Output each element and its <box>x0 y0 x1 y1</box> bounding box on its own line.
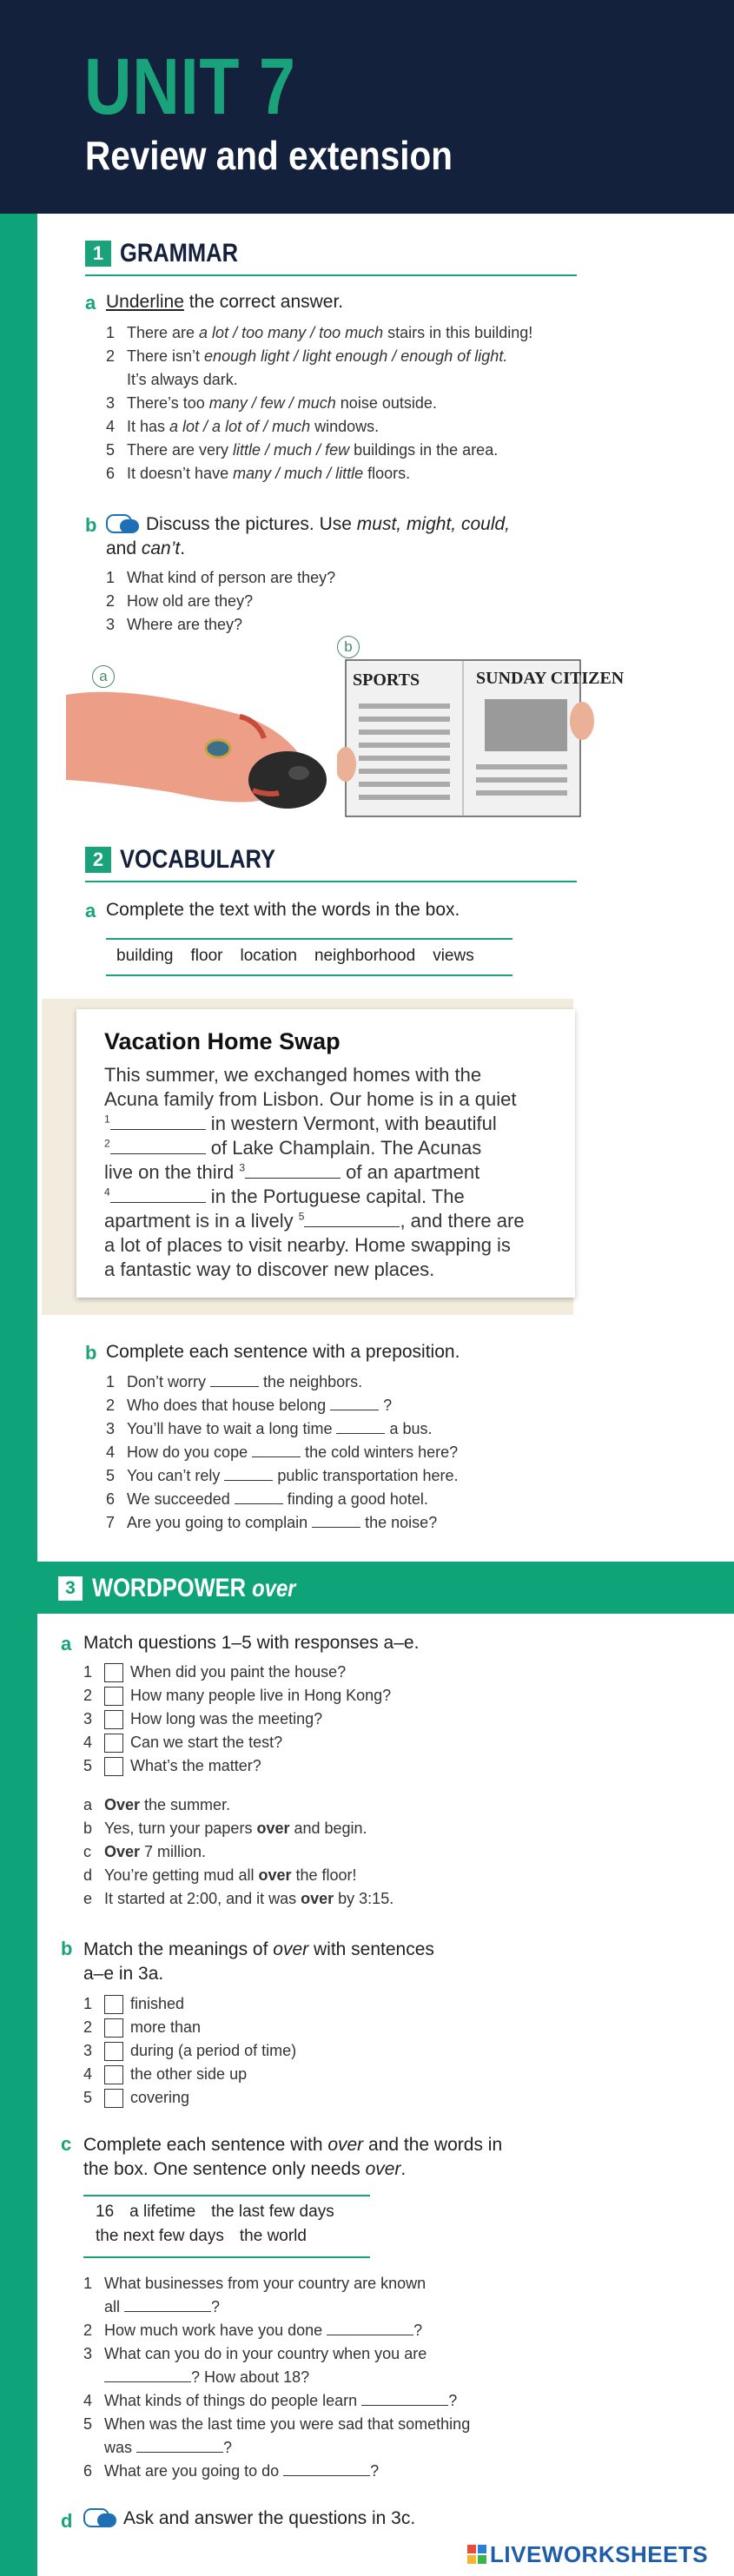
exercise-2a-letter: a <box>85 900 96 921</box>
item-text: all <box>104 2298 125 2315</box>
card-line-text: live on the third <box>104 1161 240 1183</box>
word-box-3c-top <box>83 2195 370 2196</box>
item-bold-over: over <box>301 1890 334 1907</box>
card-line <box>104 1258 565 1282</box>
list-item <box>83 2460 605 2483</box>
item-text: was <box>104 2439 137 2456</box>
item-text: ? <box>379 1397 393 1414</box>
item-number: 3 <box>83 2345 93 2362</box>
answer-blank[interactable] <box>312 1515 360 1528</box>
exercise-1a-list <box>106 321 592 485</box>
item-number: 6 <box>83 2462 93 2480</box>
word-box-word: building <box>116 947 174 965</box>
answer-checkbox[interactable] <box>104 2089 123 2108</box>
item-number: 5 <box>83 2089 93 2106</box>
exercise-3d-letter: d <box>61 2510 73 2532</box>
item-text: ? <box>223 2439 233 2456</box>
word-box-word: location <box>240 947 297 965</box>
item-text: noise outside. <box>335 394 437 412</box>
word-box-3c-row1 <box>96 2203 350 2222</box>
item-number: 1 <box>83 1995 93 2012</box>
item-text: ? <box>448 2392 458 2409</box>
list-item <box>83 1887 570 1911</box>
list-item <box>83 2413 605 2436</box>
list-item <box>83 2063 570 2086</box>
list-item <box>83 1684 570 1707</box>
item-number: 2 <box>106 1397 116 1414</box>
item-number: 3 <box>106 616 116 633</box>
word-box-3c-row2 <box>96 2227 322 2246</box>
card-line-text: Acuna family from Lisbon. Our home is in a quiet <box>104 1088 517 1110</box>
list-item <box>83 2272 605 2295</box>
card-line-text: apartment is in a lively <box>104 1210 299 1232</box>
item-number: 4 <box>83 1734 93 1751</box>
answer-blank[interactable] <box>336 1421 385 1434</box>
item-number: 4 <box>83 2065 93 2083</box>
card-line <box>104 1233 565 1258</box>
list-item <box>106 462 592 485</box>
item-text: When did you paint the house? <box>130 1663 347 1681</box>
answer-checkbox[interactable] <box>104 2065 123 2084</box>
item-number: 2 <box>83 1687 93 1704</box>
section-3-title <box>92 1574 295 1603</box>
word-box-word: 16 <box>96 2203 115 2221</box>
instr-part: Complete each sentence with <box>83 2135 328 2155</box>
picture-hand-mouse <box>66 677 327 816</box>
answer-blank[interactable] <box>104 2369 191 2382</box>
list-item <box>83 2016 570 2039</box>
item-number: 6 <box>106 1490 116 1508</box>
item-text: How do you cope <box>127 1443 253 1461</box>
list-item <box>83 2295 605 2319</box>
wordpower-label: WORDPOWER <box>92 1574 247 1602</box>
card-title: Vacation Home Swap <box>104 1028 341 1054</box>
item-text: by 3:15. <box>334 1890 394 1907</box>
item-number: 5 <box>83 1757 93 1774</box>
word-box-3c-bottom <box>83 2256 370 2258</box>
side-stripe <box>0 0 37 2576</box>
item-text: windows. <box>310 418 380 435</box>
item-text: There are very <box>127 441 234 459</box>
item-text: the cold winters here? <box>301 1443 459 1461</box>
item-text: Yes, turn your papers <box>104 1820 257 1837</box>
card-line <box>104 1160 565 1185</box>
item-text: Are you going to complain <box>127 1514 313 1531</box>
item-text: What’s the matter? <box>130 1757 261 1774</box>
list-item <box>106 1394 592 1417</box>
exercise-3a-questions <box>83 1661 570 1778</box>
item-text: What kinds of things do people learn <box>104 2392 362 2409</box>
card-line-text: of Lake Champlain. The Acunas <box>205 1137 482 1159</box>
instr-modals: must, might, could, <box>356 514 510 534</box>
item-text: the summer. <box>140 1796 231 1813</box>
answer-blank[interactable] <box>245 1162 341 1179</box>
item-text: the floor! <box>291 1866 357 1884</box>
list-item <box>106 1488 592 1511</box>
list-item <box>106 1464 592 1488</box>
speech-bubble-icon <box>106 514 141 535</box>
exercise-1b-list <box>106 566 575 637</box>
item-text: buildings in the area. <box>349 441 499 459</box>
list-item <box>83 1817 570 1840</box>
list-item <box>106 368 592 392</box>
item-number: 3 <box>83 1710 93 1727</box>
item-text: public transportation here. <box>273 1467 459 1484</box>
speech-bubble-icon <box>83 2508 118 2529</box>
item-number: 4 <box>106 1443 116 1461</box>
blank-number: 5 <box>298 1210 305 1223</box>
instr-part3: the box. One sentence only needs <box>83 2159 366 2179</box>
item-text: It started at 2:00, and it was <box>104 1890 301 1907</box>
item-number: 1 <box>106 1373 116 1390</box>
unit-title: UNIT 7 <box>84 43 296 131</box>
list-item <box>83 2389 605 2413</box>
item-number: 1 <box>106 569 116 586</box>
list-item <box>83 1864 570 1887</box>
item-text: Where are they? <box>127 616 243 633</box>
instr-part3: a–e in 3a. <box>83 1964 164 1984</box>
liveworksheets-logo-icon <box>467 2545 486 2564</box>
exercise-1a-letter: a <box>85 292 96 314</box>
exercise-3c-list <box>83 2272 605 2483</box>
answer-checkbox[interactable] <box>104 1734 123 1753</box>
word-box-word: a lifetime <box>129 2203 196 2221</box>
exercise-3a-responses <box>83 1793 570 1911</box>
card-line <box>104 1136 565 1160</box>
item-letter: d <box>83 1866 93 1884</box>
item-text: When was the last time you were sad that something <box>104 2415 471 2433</box>
item-text: There’s too <box>127 394 209 412</box>
instr-part: Discuss the pictures. Use <box>146 514 357 534</box>
item-text: What can you do in your country when you are <box>104 2345 427 2362</box>
list-item <box>106 1511 592 1535</box>
item-text: ? <box>370 2462 380 2480</box>
section-2-rule <box>85 881 577 882</box>
exercise-2b-instruction: Complete each sentence with a preposition. <box>106 1342 460 1362</box>
item-text: There isn’t <box>127 347 205 365</box>
item-bold-over: Over <box>104 1843 141 1860</box>
item-number: 6 <box>106 465 116 482</box>
unit-subtitle: Review and extension <box>85 133 453 178</box>
answer-checkbox[interactable] <box>104 1757 123 1776</box>
section-2-title: VOCABULARY <box>120 845 275 874</box>
item-number: 5 <box>106 441 116 459</box>
item-text: What are you going to do <box>104 2462 284 2480</box>
item-options[interactable]: many / few / much <box>208 394 336 412</box>
list-item <box>83 1731 570 1754</box>
item-options[interactable]: little / much / few <box>233 441 350 459</box>
list-item <box>83 2436 605 2460</box>
list-item <box>83 2342 605 2366</box>
picture-a-label: a <box>92 665 115 688</box>
item-text: a bus. <box>385 1420 433 1437</box>
answer-blank[interactable] <box>124 2299 211 2312</box>
exercise-3c-letter: c <box>61 2133 72 2155</box>
item-bold-over: over <box>258 1866 292 1884</box>
word-box-word: the next few days <box>96 2227 224 2245</box>
list-item <box>106 1441 592 1464</box>
blank-number: 1 <box>104 1113 110 1126</box>
blank-number: 4 <box>104 1186 110 1199</box>
exercise-3b-letter: b <box>61 1938 73 1959</box>
card-text <box>104 1063 565 1282</box>
item-letter: e <box>83 1890 93 1907</box>
list-item <box>106 566 575 590</box>
item-text: ? <box>211 2298 221 2315</box>
item-text: ? How about 18? <box>191 2368 310 2386</box>
list-item <box>106 321 592 345</box>
instr-over: over <box>327 2135 364 2155</box>
item-text: floors. <box>363 465 411 482</box>
item-options[interactable]: many / much / little <box>233 465 364 482</box>
item-text: You’re getting mud all <box>104 1866 259 1884</box>
answer-blank[interactable] <box>283 2463 370 2476</box>
item-text: and begin. <box>289 1820 367 1837</box>
wordpower-word: over <box>252 1575 296 1602</box>
item-number: 2 <box>83 2018 93 2036</box>
list-item <box>83 2319 605 2342</box>
instr-period: . <box>400 2159 407 2179</box>
list-item <box>83 2366 605 2389</box>
exercise-3d-instruction <box>83 2508 415 2529</box>
answer-blank[interactable] <box>110 1113 206 1130</box>
list-item <box>83 1754 570 1778</box>
underline-word: Underline <box>106 292 184 312</box>
item-text: stairs in this building! <box>383 324 533 341</box>
card-line <box>104 1087 565 1112</box>
blank-number: 2 <box>104 1137 110 1150</box>
item-letter: c <box>83 1843 91 1860</box>
item-number: 1 <box>106 324 116 341</box>
newspaper-sports: SPORTS <box>353 670 420 690</box>
list-item <box>106 613 575 637</box>
item-text: It doesn’t have <box>127 465 234 482</box>
item-text: How long was the meeting? <box>130 1710 323 1727</box>
exercise-2b-letter: b <box>85 1342 97 1364</box>
answer-blank[interactable] <box>327 2322 413 2335</box>
word-box-bottom <box>106 974 512 976</box>
item-text: during (a period of time) <box>130 2042 297 2059</box>
exercise-3c-instruction <box>83 2133 502 2182</box>
answer-blank[interactable] <box>330 1397 379 1410</box>
item-text: It has <box>127 418 170 435</box>
item-text: How old are they? <box>127 592 254 610</box>
blank-number: 3 <box>239 1161 245 1174</box>
item-options[interactable]: enough light / light enough / enough of light. <box>204 347 508 365</box>
word-box-word: neighborhood <box>314 947 416 965</box>
card-line-text: , and there are <box>400 1210 525 1232</box>
list-item <box>106 1371 592 1394</box>
word-box-word: floor <box>190 947 223 965</box>
item-number: 7 <box>106 1514 116 1531</box>
item-text: the neighbors. <box>259 1373 363 1390</box>
item-number: 3 <box>106 394 116 412</box>
answer-blank[interactable] <box>235 1491 283 1504</box>
item-number: 5 <box>106 1467 116 1484</box>
card-line <box>104 1112 565 1136</box>
exercise-3a-letter: a <box>61 1633 72 1655</box>
item-text: finding a good hotel. <box>282 1490 428 1508</box>
answer-checkbox[interactable] <box>104 2042 123 2061</box>
exercise-3a-instruction: Match questions 1–5 with responses a–e. <box>83 1633 420 1653</box>
section-1-rule <box>85 274 577 276</box>
answer-blank[interactable] <box>110 1138 206 1154</box>
item-bold-over: Over <box>104 1796 141 1813</box>
card-line <box>104 1063 565 1087</box>
word-box-word: the last few days <box>211 2203 334 2221</box>
list-item <box>106 1417 592 1441</box>
exercise-3b-list <box>83 1992 570 2110</box>
picture-b-label: b <box>337 636 360 658</box>
instr-part: Match the meanings of <box>83 1939 274 1959</box>
word-box-top <box>106 938 512 940</box>
section-1-number: 1 <box>85 241 111 267</box>
answer-checkbox[interactable] <box>104 1995 123 2014</box>
list-item <box>83 2086 570 2110</box>
answer-blank[interactable] <box>136 2440 223 2453</box>
item-text: 7 million. <box>140 1843 207 1860</box>
instruction-rest: the correct answer. <box>183 292 344 312</box>
instr-over: over <box>273 1939 309 1959</box>
answer-blank[interactable] <box>224 1468 273 1481</box>
answer-checkbox[interactable] <box>104 2018 123 2038</box>
item-text: more than <box>130 2018 202 2036</box>
item-text: covering <box>130 2089 190 2106</box>
section-3-number: 3 <box>58 1576 83 1601</box>
item-number: 3 <box>83 2042 93 2059</box>
list-item <box>83 1840 570 1864</box>
card-line-text: This summer, we exchanged homes with the <box>104 1064 482 1086</box>
answer-blank[interactable] <box>110 1186 206 1203</box>
list-item <box>106 415 592 439</box>
item-text: You’ll have to wait a long time <box>127 1420 337 1437</box>
list-item <box>106 590 575 613</box>
item-number: 2 <box>83 2322 93 2339</box>
answer-checkbox[interactable] <box>104 1687 123 1706</box>
section-1-title: GRAMMAR <box>120 239 238 268</box>
answer-blank[interactable] <box>304 1211 400 1227</box>
item-bold-over: over <box>256 1820 290 1837</box>
exercise-3b-instruction <box>83 1938 434 1986</box>
item-text: How much work have you done <box>104 2322 327 2339</box>
item-text: It’s always dark. <box>127 371 238 388</box>
card-line-text: of an apartment <box>341 1161 480 1183</box>
item-text: What businesses from your country are known <box>104 2275 427 2292</box>
item-text: We succeeded <box>127 1490 235 1508</box>
card-line <box>104 1209 565 1233</box>
instr-part2: with sentences <box>308 1939 434 1959</box>
mouse-shape <box>248 751 327 809</box>
instr-over2: over <box>365 2159 401 2179</box>
item-number: 2 <box>106 347 116 365</box>
list-item <box>83 1661 570 1684</box>
ring-shape <box>206 740 230 757</box>
item-options[interactable]: a lot / too many / too much <box>199 324 384 341</box>
instr-modal-cant: can’t <box>141 538 181 558</box>
item-text: ? <box>413 2322 423 2339</box>
item-text: the other side up <box>130 2065 248 2083</box>
instr-part2: and <box>106 538 142 558</box>
exercise-1a-instruction <box>106 292 343 313</box>
item-letter: b <box>83 1820 93 1837</box>
card-line-text: in western Vermont, with beautiful <box>205 1113 497 1134</box>
item-text: What kind of person are they? <box>127 569 336 586</box>
card-line-text: a fantastic way to discover new places. <box>104 1258 435 1280</box>
word-box-2a <box>116 947 492 966</box>
card-line <box>104 1185 565 1209</box>
list-item <box>106 345 592 368</box>
item-text: There are <box>127 324 200 341</box>
item-text: Can we start the test? <box>130 1734 283 1751</box>
instr-text: Ask and answer the questions in 3c. <box>123 2508 416 2528</box>
answer-checkbox[interactable] <box>104 1710 123 1729</box>
instr-period: . <box>180 538 186 558</box>
item-text: the noise? <box>360 1514 438 1531</box>
item-text: Don’t worry <box>127 1373 211 1390</box>
card-line-text: a lot of places to visit nearby. Home swapping is <box>104 1234 511 1256</box>
item-number: 2 <box>106 592 116 610</box>
list-item <box>83 1793 570 1817</box>
answer-checkbox[interactable] <box>104 1663 123 1682</box>
item-text: Who does that house belong <box>127 1397 331 1414</box>
list-item <box>106 392 592 415</box>
exercise-2a-instruction: Complete the text with the words in the box. <box>106 900 460 920</box>
item-number: 1 <box>83 1663 93 1681</box>
item-text: finished <box>130 1995 185 2012</box>
word-box-word: views <box>433 947 474 965</box>
item-number: 4 <box>83 2392 93 2409</box>
item-text: You can’t rely <box>127 1467 225 1484</box>
list-item <box>83 1992 570 2016</box>
liveworksheets-brand: LIVEWORKSHEETS <box>490 2541 709 2567</box>
instr-part2: and the words in <box>363 2135 503 2155</box>
item-letter: a <box>83 1796 93 1813</box>
list-item <box>83 1707 570 1731</box>
item-text: How many people live in Hong Kong? <box>130 1687 392 1704</box>
card-line-text: in the Portuguese capital. The <box>205 1186 465 1207</box>
list-item <box>83 2039 570 2063</box>
answer-blank[interactable] <box>210 1374 259 1387</box>
item-number: 3 <box>106 1420 116 1437</box>
item-number: 5 <box>83 2415 93 2433</box>
section-2-number: 2 <box>85 847 111 873</box>
item-number: 4 <box>106 418 116 435</box>
exercise-2b-list <box>106 1371 592 1535</box>
list-item <box>106 439 592 462</box>
answer-blank[interactable] <box>361 2393 448 2406</box>
exercise-1b-instruction <box>106 512 575 561</box>
word-box-word: the world <box>239 2227 307 2245</box>
answer-blank[interactable] <box>252 1444 301 1457</box>
exercise-1b-letter: b <box>85 514 97 536</box>
item-number: 1 <box>83 2275 93 2292</box>
item-options[interactable]: a lot / a lot of / much <box>169 418 311 435</box>
newspaper-title: SUNDAY CITIZEN <box>476 669 625 688</box>
